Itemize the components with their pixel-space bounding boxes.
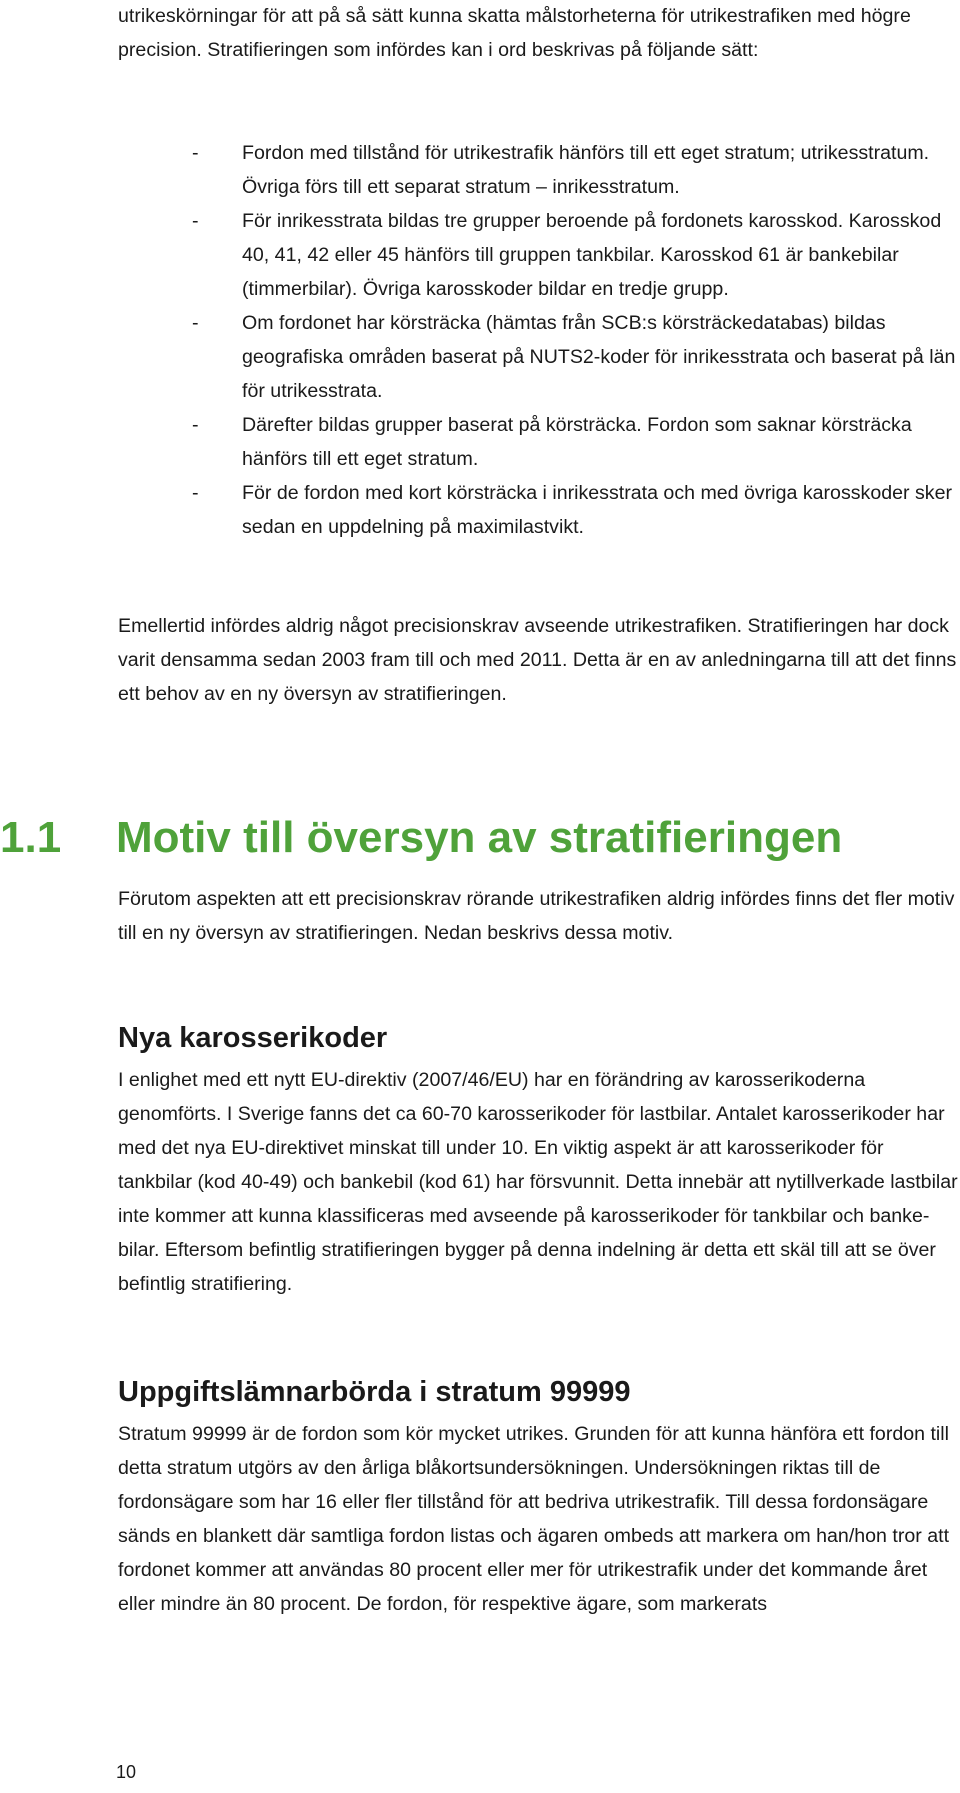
karosserikoder-paragraph: I enlighet med ett nytt EU-direktiv (2007/46/EU) har en förändring av karosserikoderna genomförts. I Sverige fanns det ca 60-70 karosserikoder för lastbilar. Antalet karosserikoder har med det nya EU-direktivet minskat till under 10. En viktig aspekt är att karosserikoder för tankbilar (kod 40-49) och bankebil (kod 61) har försvunnit. Detta innebär att nytillverkade lastbilar inte kommer att kunna klassificeras med avseende på karosserikoder för tankbilar och banke-bilar. Eftersom befintlig stratifieringen bygger på denna indelning är detta ett skäl till att se över befintlig stratifiering.	[118, 1069, 958, 1295]
subheading-nya-karosserikoder: Nya karosserikoder	[118, 1022, 388, 1054]
stratification-list	[118, 136, 958, 544]
list-item	[118, 476, 958, 544]
section-intro-paragraph: Förutom aspekten att ett precisionskrav rörande utrikestrafiken aldrig infördes finns det fler motiv till en ny översyn av stratifieringen. Nedan beskrivs dessa motiv.	[118, 888, 955, 944]
list-item	[118, 136, 958, 204]
page-number: 10	[116, 1762, 137, 1782]
section-title: Motiv till översyn av stratifieringen	[116, 813, 843, 862]
list-dash: -	[192, 414, 199, 436]
conclusion-paragraph: Emellertid infördes aldrig något precisionskrav avseende utrikestrafiken. Stratifieringen har dock varit densamma sedan 2003 fram till och med 2011. Detta är en av anledningarna till att det finns ett behov av en ny översyn av stratifieringen.	[118, 615, 957, 705]
list-item-text: Därefter bildas grupper baserat på körsträcka. Fordon som saknar körsträcka hänförs till ett eget stratum.	[242, 414, 912, 470]
list-item-text: Fordon med tillstånd för utrikestrafik hänförs till ett eget stratum; utrikesstratum. Övriga förs till ett separat stratum – inrikesstratum.	[242, 142, 930, 198]
list-dash: -	[192, 210, 199, 232]
list-item-text: Om fordonet har körsträcka (hämtas från SCB:s körsträckedatabas) bildas geografiska områden baserat på NUTS2-koder för inrikesstrata och baserat på län för utrikesstrata.	[242, 312, 956, 402]
list-item-text: För inrikesstrata bildas tre grupper beroende på fordonets karosskod. Karosskod 40, 41, 42 eller 45 hänförs till gruppen tankbilar. Karosskod 61 är bankebilar (timmerbilar). Övriga karosskoder bildar en tredje grupp.	[242, 210, 942, 300]
intro-paragraph: utrikeskörningar för att på så sätt kunna skatta målstorheterna för utrikestrafiken med högre precision. Stratifieringen som infördes kan i ord beskrivas på följande sätt:	[118, 5, 911, 61]
list-dash: -	[192, 312, 199, 334]
list-dash: -	[192, 142, 199, 164]
uppgiftslamnarborda-paragraph: Stratum 99999 är de fordon som kör mycket utrikes. Grunden för att kunna hänföra ett fordon till detta stratum utgörs av den årliga blåkortsundersökningen. Undersökningen riktas till de fordonsägare som har 16 eller fler tillstånd för att bedriva utrikestrafik. Till dessa fordonsägare sänds en blankett där samtliga fordon listas och ägaren ombeds att markera om han/hon tror att fordonet kommer att användas 80 procent eller mer för utrikestrafik under det kommande året eller mindre än 80 procent. De fordon, för respektive ägare, som markerats	[118, 1423, 950, 1615]
section-number: 1.1	[0, 813, 62, 862]
subheading-uppgiftslamnarborda: Uppgiftslämnarbörda i stratum 99999	[118, 1376, 631, 1408]
list-item	[118, 408, 958, 476]
list-item	[118, 204, 958, 306]
list-dash: -	[192, 482, 199, 504]
list-item-text: För de fordon med kort körsträcka i inrikesstrata och med övriga karosskoder sker sedan en uppdelning på maximilastvikt.	[242, 482, 953, 538]
list-item	[118, 306, 958, 408]
